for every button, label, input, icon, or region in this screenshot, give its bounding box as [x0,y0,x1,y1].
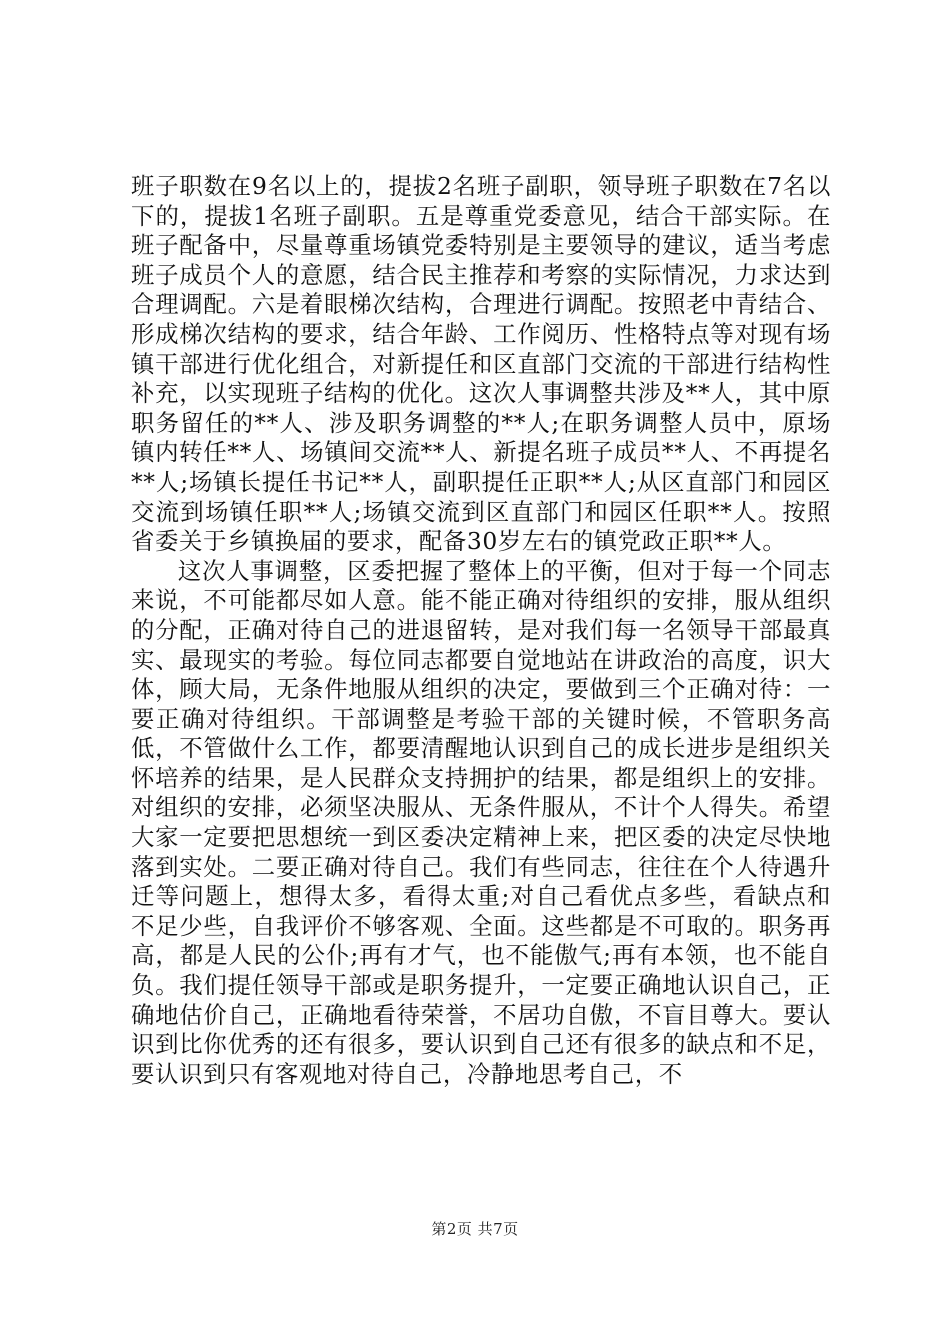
paragraph-1: 班子职数在9名以上的，提拔2名班子副职，领导班子职数在7名以下的，提拔1名班子副职。五是尊重党委意见，结合干部实际。在班子配备中，尽量尊重场镇党委特别是主要领导的建议，适当考虑班子成员个人的意愿，结合民主推荐和考察的实际情况，力求达到合理调配。六是着眼梯次结构，合理进行调配。按照老中青结合、形成梯次结构的要求，结合年龄、工作阅历、性格特点等对现有场镇干部进行优化组合，对新提任和区直部门交流的干部进行结构性补充，以实现班子结构的优化。这次人事调整共涉及**人，其中原职务留任的**人、涉及职务调整的**人;在职务调整人员中，原场镇内转任**人、场镇间交流**人、新提名班子成员**人、不再提名**人;场镇长提任书记**人，副职提任正职**人;从区直部门和园区交流到场镇任职**人;场镇交流到区直部门和园区任职**人。按照省委关于乡镇换届的要求，配备30岁左右的镇党政正职**人。 [131,172,831,556]
paragraph-2: 这次人事调整，区委把握了整体上的平衡，但对于每一个同志来说，不可能都尽如人意。能不能正确对待组织的安排，服从组织的分配，正确对待自己的进退留转，是对我们每一名领导干部最真实、最现实的考验。每位同志都要自觉地站在讲政治的高度，识大体，顾大局，无条件地服从组织的决定，要做到三个正确对待：一要正确对待组织。干部调整是考验干部的关键时候，不管职务高低，不管做什么工作，都要清醒地认识到自己的成长进步是组织关怀培养的结果，是人民群众支持拥护的结果，都是组织上的安排。对组织的安排，必须坚决服从、无条件服从，不计个人得失。希望大家一定要把思想统一到区委决定精神上来，把区委的决定尽快地落到实处。二要正确对待自己。我们有些同志，往往在个人待遇升迁等问题上，想得太多，看得太重;对自己看优点多些，看缺点和不足少些，自我评价不够客观、全面。这些都是不可取的。职务再高，都是人民的公仆;再有才气，也不能傲气;再有本领，也不能自负。我们提任领导干部或是职务提升，一定要正确地认识自己，正确地估价自己，正确地看待荣誉，不居功自傲，不盲目尊大。要认识到比你优秀的还有很多，要认识到自己还有很多的缺点和不足，要认识到只有客观地对待自己，冷静地思考自己，不 [131,556,831,1088]
page-number-footer: 第2页 共7页 [431,1220,519,1238]
document-body [131,172,831,1089]
